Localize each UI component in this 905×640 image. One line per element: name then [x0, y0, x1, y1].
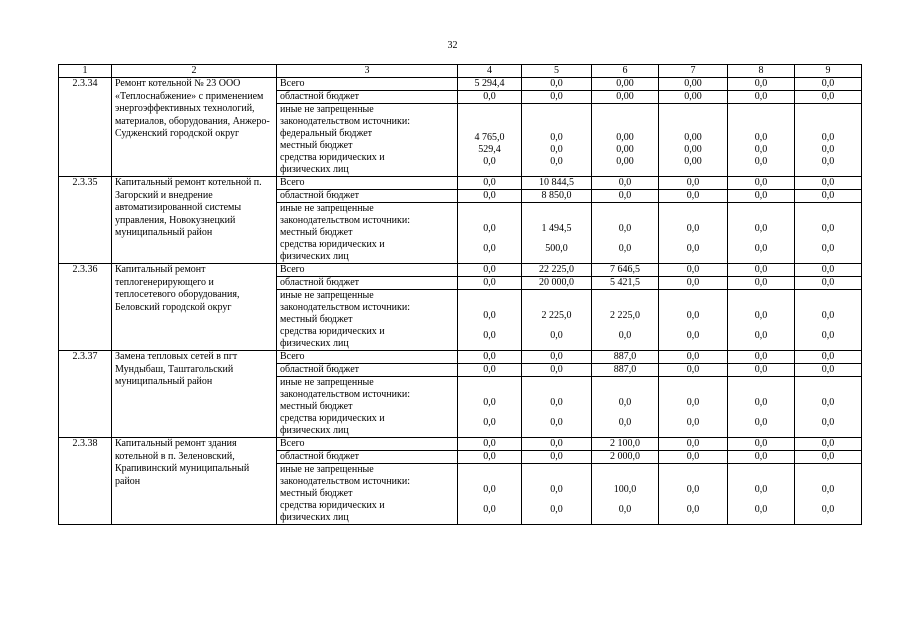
local-value: 0,0 [483, 484, 496, 495]
source-other-label: законодательством источники: [280, 302, 411, 313]
regional-value: 0,0 [659, 190, 728, 203]
spacer [595, 235, 655, 243]
spacer [662, 168, 724, 176]
regional-value: 887,0 [592, 364, 659, 377]
spacer [461, 342, 518, 350]
legal-value: 0,0 [754, 156, 768, 167]
local-value: 0,0 [754, 484, 768, 495]
project-name: Капитальный ремонт здания котельной в п. Зеленовский, Крапивинский муниципальный район [112, 438, 277, 525]
other-values-cell [522, 464, 592, 525]
spacer [731, 516, 791, 524]
source-legal-label: средства юридических и [280, 239, 385, 250]
total-value: 0,00 [592, 78, 659, 91]
federal-value: 0,0 [821, 132, 835, 143]
spacer [595, 429, 655, 437]
column-number: 3 [277, 65, 458, 78]
legal-value: 0,0 [821, 504, 835, 515]
regional-value: 0,0 [795, 277, 862, 290]
regional-value: 0,0 [659, 277, 728, 290]
total-value: 0,0 [795, 177, 862, 190]
regional-value: 0,0 [458, 190, 522, 203]
spacer [525, 168, 588, 176]
column-number: 8 [728, 65, 795, 78]
project-number: 2.3.34 [59, 78, 112, 177]
spacer [525, 342, 588, 350]
spacer [731, 342, 791, 350]
local-value: 2 225,0 [610, 310, 640, 321]
legal-value: 0,00 [616, 156, 634, 167]
regional-value: 8 850,0 [522, 190, 592, 203]
total-value: 0,0 [795, 438, 862, 451]
other-values-cell [592, 104, 659, 177]
local-value: 0,0 [483, 223, 496, 234]
legal-value: 0,00 [684, 156, 702, 167]
other-values-cell [728, 290, 795, 351]
spacer [525, 322, 588, 330]
federal-value: 0,00 [616, 132, 634, 143]
other-values-cell [795, 464, 862, 525]
regional-value: 0,0 [795, 364, 862, 377]
spacer [798, 409, 858, 417]
source-legal-label: средства юридических и [280, 152, 385, 163]
legal-value: 0,0 [686, 243, 700, 254]
table-row [59, 177, 862, 190]
other-values-cell [458, 464, 522, 525]
source-legal-label: физических лиц [280, 164, 349, 175]
legal-value: 0,0 [618, 243, 632, 254]
column-number: 4 [458, 65, 522, 78]
local-value: 0,0 [686, 397, 700, 408]
regional-value: 0,0 [795, 451, 862, 464]
legal-value: 0,0 [550, 156, 563, 167]
spacer [662, 235, 724, 243]
column-number: 5 [522, 65, 592, 78]
federal-value: 0,0 [754, 132, 768, 143]
source-total-label: Всего [277, 351, 458, 364]
total-value: 0,0 [659, 177, 728, 190]
source-local-label: местный бюджет [280, 140, 353, 151]
legal-value: 0,0 [618, 417, 632, 428]
spacer [595, 342, 655, 350]
source-other-label: иные не запрещенные [280, 203, 374, 214]
source-other-label: иные не запрещенные [280, 290, 374, 301]
source-other-label: иные не запрещенные [280, 464, 374, 475]
source-legal-label: средства юридических и [280, 500, 385, 511]
spacer [662, 342, 724, 350]
local-value: 100,0 [613, 484, 637, 495]
other-values-cell [659, 290, 728, 351]
legal-value: 0,0 [686, 330, 700, 341]
legal-value: 0,0 [483, 330, 496, 341]
source-local-label: местный бюджет [280, 227, 353, 238]
table-row [59, 78, 862, 91]
spacer [798, 168, 858, 176]
other-values-cell [659, 377, 728, 438]
local-value: 0,00 [684, 144, 702, 155]
total-value: 0,0 [795, 351, 862, 364]
column-number-header-row [59, 65, 862, 78]
local-value: 0,0 [618, 223, 632, 234]
legal-value: 0,0 [821, 330, 835, 341]
other-values-cell [522, 203, 592, 264]
legal-value: 0,0 [754, 330, 768, 341]
source-legal-label: физических лиц [280, 338, 349, 349]
regional-value: 0,0 [458, 277, 522, 290]
legal-value: 0,0 [483, 156, 496, 167]
local-value: 0,0 [686, 310, 700, 321]
regional-value: 0,0 [522, 364, 592, 377]
other-values-cell [659, 104, 728, 177]
source-legal-label: средства юридических и [280, 326, 385, 337]
legal-value: 0,0 [618, 330, 632, 341]
regional-value: 0,0 [659, 451, 728, 464]
legal-value: 0,0 [550, 417, 563, 428]
local-value: 0,0 [618, 397, 632, 408]
funding-table [58, 64, 862, 525]
spacer [461, 235, 518, 243]
other-values-cell [592, 290, 659, 351]
local-value: 0,0 [821, 484, 835, 495]
other-values-cell [458, 377, 522, 438]
other-values-cell [522, 290, 592, 351]
regional-value: 0,0 [522, 451, 592, 464]
total-value: 0,0 [795, 78, 862, 91]
source-other-label: законодательством источники: [280, 476, 411, 487]
legal-value: 0,0 [483, 504, 496, 515]
other-values-cell [795, 104, 862, 177]
project-number: 2.3.36 [59, 264, 112, 351]
local-value: 0,0 [550, 144, 563, 155]
spacer [798, 516, 858, 524]
column-number: 7 [659, 65, 728, 78]
spacer [461, 429, 518, 437]
project-name: Замена тепловых сетей в пгт Мундыбаш, Таштагольский муниципальный район [112, 351, 277, 438]
other-values-cell [659, 203, 728, 264]
spacer [461, 409, 518, 417]
total-value: 0,0 [522, 78, 592, 91]
spacer [525, 429, 588, 437]
spacer [595, 516, 655, 524]
local-value: 0,0 [754, 397, 768, 408]
total-value: 887,0 [592, 351, 659, 364]
legal-value: 0,0 [483, 417, 496, 428]
spacer [525, 516, 588, 524]
regional-value: 0,0 [795, 91, 862, 104]
other-sources-cell [277, 464, 458, 525]
source-total-label: Всего [277, 78, 458, 91]
total-value: 0,0 [458, 438, 522, 451]
regional-value: 0,00 [592, 91, 659, 104]
legal-value: 0,0 [754, 243, 768, 254]
source-other-label: законодательством источники: [280, 389, 411, 400]
spacer [525, 496, 588, 504]
source-total-label: Всего [277, 438, 458, 451]
regional-value: 0,0 [458, 91, 522, 104]
source-other-label: законодательством источники: [280, 116, 411, 127]
other-values-cell [592, 464, 659, 525]
total-value: 0,0 [728, 351, 795, 364]
spacer [798, 496, 858, 504]
other-values-cell [728, 464, 795, 525]
source-total-label: Всего [277, 264, 458, 277]
local-value: 0,0 [686, 484, 700, 495]
source-other-label: законодательством источники: [280, 215, 411, 226]
legal-value: 0,0 [550, 330, 563, 341]
regional-value: 0,0 [458, 451, 522, 464]
local-value: 0,0 [483, 397, 496, 408]
regional-value: 0,0 [728, 451, 795, 464]
legal-value: 0,0 [821, 417, 835, 428]
spacer [798, 255, 858, 263]
spacer [461, 516, 518, 524]
other-values-cell [728, 203, 795, 264]
total-value: 0,0 [522, 438, 592, 451]
source-local-label: местный бюджет [280, 401, 353, 412]
total-value: 5 294,4 [458, 78, 522, 91]
legal-value: 500,0 [545, 243, 568, 254]
local-value: 0,0 [821, 397, 835, 408]
total-value: 0,0 [795, 264, 862, 277]
spacer [731, 168, 791, 176]
local-value: 0,0 [821, 144, 835, 155]
spacer [595, 168, 655, 176]
spacer [461, 496, 518, 504]
other-values-cell [592, 377, 659, 438]
other-values-cell [728, 377, 795, 438]
legal-value: 0,0 [821, 243, 835, 254]
project-name: Капитальный ремонт котельной п. Загорский и внедрение автоматизированной системы управления, Новокузнецкий муниципальный район [112, 177, 277, 264]
regional-value: 0,0 [592, 190, 659, 203]
local-value: 2 225,0 [541, 310, 572, 321]
source-regional-label: областной бюджет [277, 364, 458, 377]
total-value: 0,0 [458, 351, 522, 364]
other-sources-cell [277, 203, 458, 264]
table-row [59, 264, 862, 277]
source-legal-label: средства юридических и [280, 413, 385, 424]
total-value: 0,0 [659, 351, 728, 364]
total-value: 0,0 [592, 177, 659, 190]
source-total-label: Всего [277, 177, 458, 190]
local-value: 0,0 [483, 310, 496, 321]
spacer [662, 409, 724, 417]
total-value: 0,00 [659, 78, 728, 91]
spacer [731, 255, 791, 263]
total-value: 0,0 [728, 264, 795, 277]
spacer [595, 255, 655, 263]
spacer [662, 255, 724, 263]
column-number: 2 [112, 65, 277, 78]
total-value: 7 646,5 [592, 264, 659, 277]
source-regional-label: областной бюджет [277, 277, 458, 290]
spacer [595, 496, 655, 504]
source-local-label: местный бюджет [280, 488, 353, 499]
spacer [525, 235, 588, 243]
regional-value: 5 421,5 [592, 277, 659, 290]
source-legal-label: физических лиц [280, 512, 349, 523]
table-row [59, 351, 862, 364]
regional-value: 0,0 [458, 364, 522, 377]
source-other-label: иные не запрещенные [280, 377, 374, 388]
other-values-cell [659, 464, 728, 525]
total-value: 0,0 [458, 177, 522, 190]
regional-value: 2 000,0 [592, 451, 659, 464]
regional-value: 0,0 [659, 364, 728, 377]
regional-value: 0,0 [728, 277, 795, 290]
source-regional-label: областной бюджет [277, 190, 458, 203]
spacer [461, 322, 518, 330]
federal-value: 0,0 [550, 132, 563, 143]
federal-value: 0,00 [684, 132, 702, 143]
regional-value: 0,0 [728, 91, 795, 104]
local-value: 1 494,5 [541, 223, 572, 234]
other-values-cell [458, 104, 522, 177]
total-value: 0,0 [728, 78, 795, 91]
regional-value: 0,0 [795, 190, 862, 203]
local-value: 0,0 [821, 310, 835, 321]
spacer [525, 255, 588, 263]
project-number: 2.3.38 [59, 438, 112, 525]
legal-value: 0,0 [618, 504, 632, 515]
column-number: 6 [592, 65, 659, 78]
spacer [731, 235, 791, 243]
source-legal-label: физических лиц [280, 425, 349, 436]
total-value: 0,0 [458, 264, 522, 277]
spacer [662, 322, 724, 330]
spacer [731, 409, 791, 417]
local-value: 529,4 [478, 144, 501, 155]
other-values-cell [592, 203, 659, 264]
local-value: 0,0 [550, 397, 563, 408]
other-values-cell [458, 203, 522, 264]
spacer [798, 235, 858, 243]
total-value: 22 225,0 [522, 264, 592, 277]
spacer [461, 255, 518, 263]
source-other-label: иные не запрещенные [280, 104, 374, 115]
table-row [59, 438, 862, 451]
local-value: 0,0 [754, 144, 768, 155]
spacer [595, 322, 655, 330]
spacer [798, 322, 858, 330]
spacer [798, 429, 858, 437]
spacer [731, 322, 791, 330]
total-value: 0,0 [728, 177, 795, 190]
project-number: 2.3.37 [59, 351, 112, 438]
source-local-label: местный бюджет [280, 314, 353, 325]
spacer [662, 429, 724, 437]
source-regional-label: областной бюджет [277, 451, 458, 464]
other-values-cell [795, 203, 862, 264]
other-values-cell [522, 104, 592, 177]
regional-value: 0,0 [522, 91, 592, 104]
legal-value: 0,0 [821, 156, 835, 167]
local-value: 0,0 [550, 484, 563, 495]
column-number: 1 [59, 65, 112, 78]
spacer [525, 409, 588, 417]
other-values-cell [522, 377, 592, 438]
local-value: 0,0 [754, 310, 768, 321]
spacer [662, 516, 724, 524]
spacer [595, 409, 655, 417]
legal-value: 0,0 [754, 504, 768, 515]
local-value: 0,0 [754, 223, 768, 234]
local-value: 0,0 [821, 223, 835, 234]
regional-value: 0,00 [659, 91, 728, 104]
total-value: 0,0 [522, 351, 592, 364]
other-sources-cell [277, 377, 458, 438]
column-number: 9 [795, 65, 862, 78]
other-sources-cell [277, 104, 458, 177]
other-sources-cell [277, 290, 458, 351]
legal-value: 0,0 [686, 504, 700, 515]
source-legal-label: физических лиц [280, 251, 349, 262]
table-body [59, 65, 862, 525]
total-value: 0,0 [728, 438, 795, 451]
other-values-cell [795, 377, 862, 438]
project-name: Ремонт котельной № 23 ООО «Теплоснабжение» с применением энергоэффективных технологий, материалов, оборудования, Анжеро-Судженский городской округ [112, 78, 277, 177]
page-number: 32 [447, 40, 458, 51]
spacer [731, 496, 791, 504]
local-value: 0,0 [686, 223, 700, 234]
local-value: 0,00 [616, 144, 634, 155]
regional-value: 0,0 [728, 364, 795, 377]
source-federal-label: федеральный бюджет [280, 128, 373, 139]
legal-value: 0,0 [686, 417, 700, 428]
regional-value: 0,0 [728, 190, 795, 203]
other-values-cell [795, 290, 862, 351]
total-value: 0,0 [659, 438, 728, 451]
federal-value: 4 765,0 [474, 132, 505, 143]
source-regional-label: областной бюджет [277, 91, 458, 104]
spacer [798, 342, 858, 350]
total-value: 10 844,5 [522, 177, 592, 190]
legal-value: 0,0 [754, 417, 768, 428]
project-name: Капитальный ремонт теплогенерирующего и теплосетевого оборудования, Беловский городской округ [112, 264, 277, 351]
spacer [731, 429, 791, 437]
other-values-cell [458, 290, 522, 351]
project-number: 2.3.35 [59, 177, 112, 264]
spacer [662, 496, 724, 504]
legal-value: 0,0 [483, 243, 496, 254]
regional-value: 20 000,0 [522, 277, 592, 290]
total-value: 2 100,0 [592, 438, 659, 451]
spacer [461, 168, 518, 176]
total-value: 0,0 [659, 264, 728, 277]
other-values-cell [728, 104, 795, 177]
legal-value: 0,0 [550, 504, 563, 515]
